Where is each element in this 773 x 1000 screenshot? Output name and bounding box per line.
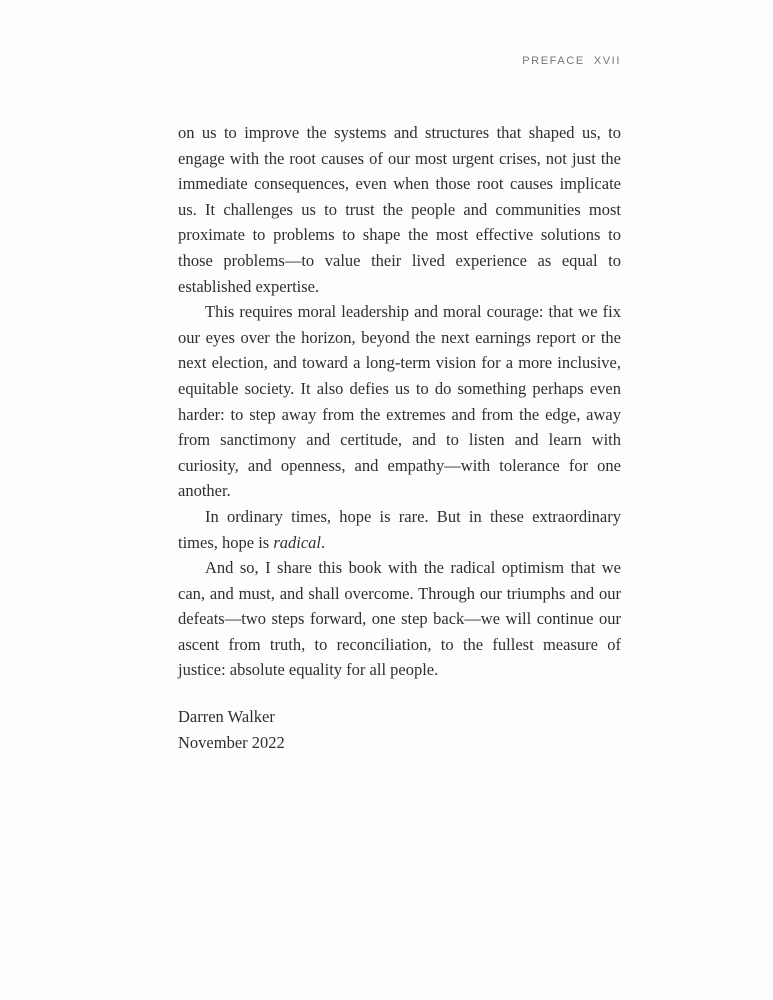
italic-word: radical (273, 532, 321, 552)
signature-block (178, 704, 621, 755)
signature-name: Darren Walker (178, 707, 275, 727)
paragraph-3 (178, 504, 621, 555)
paragraph-3-text: In ordinary times, hope is rare. But in these extraordinary times, hope is (178, 506, 621, 552)
paragraph-3-period: . (321, 532, 326, 552)
preface-text-block (178, 120, 621, 755)
paragraph-2: This requires moral leadership and moral courage: that we fix our eyes over the horizon, beyond the next earnings report or the next election, and toward a long-term vision for a more inclusive, equitable society. It also defies us to do something perhaps even harder: to step away from the extremes and from the edge, away from sanctimony and certitude, and to listen and learn with curiosity, and openness, and empathy—with tolerance for one another. (178, 302, 621, 501)
paragraph-4: And so, I share this book with the radical optimism that we can, and must, and shall overcome. Through our triumphs and our defeats—two steps forward, one step back—we will continue our ascent from truth, to reconciliation, to the fullest measure of justice: absolute equality for all people. (178, 558, 621, 680)
running-header-title: PREFACE (522, 55, 585, 67)
running-header (178, 55, 621, 67)
signature-date: November 2022 (178, 732, 285, 752)
paragraph-1: on us to improve the systems and structures that shaped us, to engage with the root causes of our most urgent crises, not just the immediate consequences, even when those root causes implicate us. It challenges us to trust the people and communities most proximate to problems to shape the most effective solutions to those problems—to value their lived experience as equal to established expertise. (178, 123, 621, 296)
page-number: XVII (593, 55, 621, 67)
